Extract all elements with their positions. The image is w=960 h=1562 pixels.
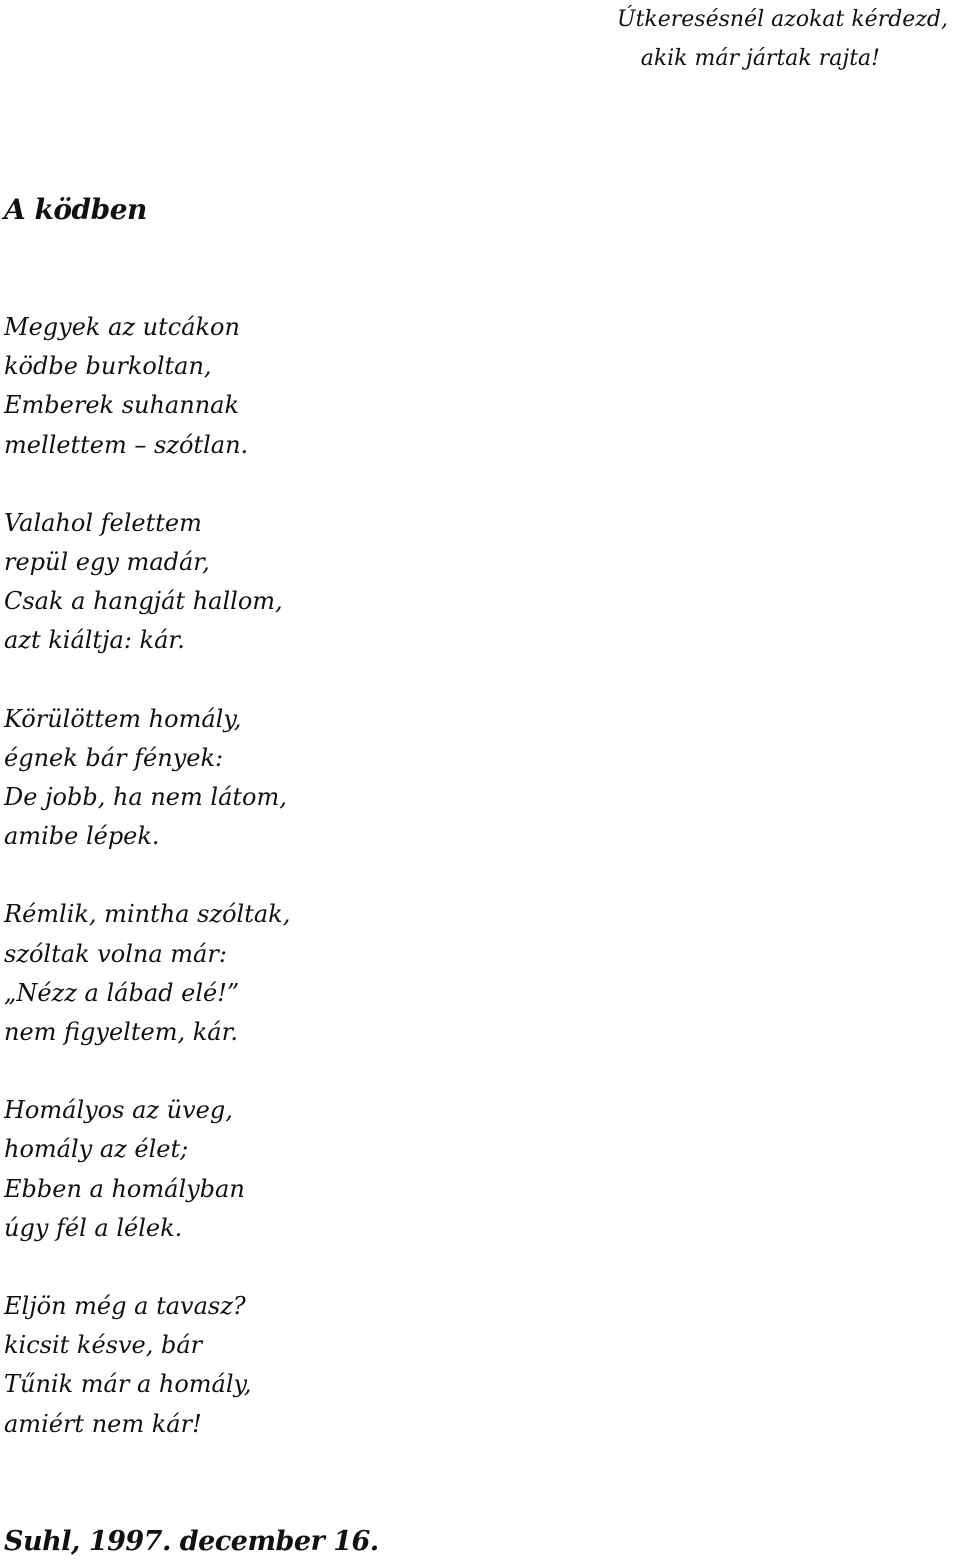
- verse: Eljön még a tavasz?: [4, 1292, 246, 1321]
- verse: Rémlik, mintha szóltak,: [4, 900, 291, 929]
- verse: égnek bár fények:: [4, 743, 224, 772]
- verse: Csak a hangját hallom,: [4, 587, 283, 616]
- verse: kicsit késve, bár: [4, 1331, 203, 1360]
- verse: De jobb, ha nem látom,: [4, 783, 287, 812]
- verse: Homályos az üveg,: [4, 1096, 233, 1125]
- verse: Körülöttem homály,: [4, 704, 242, 733]
- verse: amiért nem kár!: [4, 1409, 202, 1438]
- stanza-5: [4, 1091, 704, 1248]
- stanza-2: [4, 504, 704, 661]
- verse: nem figyeltem, kár.: [4, 1018, 239, 1047]
- verse: Megyek az utcákon: [4, 313, 240, 341]
- verse: Ebben a homályban: [4, 1174, 245, 1203]
- stanza-3: [4, 700, 704, 857]
- stanza-4: [4, 895, 704, 1052]
- verse: úgy fél a lélek.: [4, 1213, 183, 1242]
- verse: azt kiáltja: kár.: [4, 626, 185, 655]
- verse: Valahol felettem: [4, 508, 202, 537]
- verse: amibe lépek.: [4, 822, 160, 851]
- motto: [548, 0, 948, 78]
- motto-line-1: Útkeresésnél azokat kérdezd,: [617, 7, 948, 32]
- verse: Tűnik már a homály,: [4, 1370, 252, 1399]
- signature-place-date: Suhl, 1997. december 16.: [4, 1526, 379, 1557]
- poem-title: A ködben: [4, 193, 147, 226]
- verse: ködbe burkoltan,: [4, 352, 212, 381]
- verse: repül egy madár,: [4, 548, 210, 577]
- verse: „Nézz a lábad elé!”: [4, 978, 240, 1007]
- stanza-1: [4, 308, 704, 465]
- poem-body: [4, 308, 704, 1483]
- motto-line-2: akik már jártak rajta!: [640, 46, 880, 71]
- stanza-6: [4, 1287, 704, 1444]
- verse: szóltak volna már:: [4, 939, 227, 968]
- verse: mellettem – szótlan.: [4, 430, 249, 459]
- verse: Emberek suhannak: [4, 391, 239, 420]
- verse: homály az élet;: [4, 1135, 189, 1164]
